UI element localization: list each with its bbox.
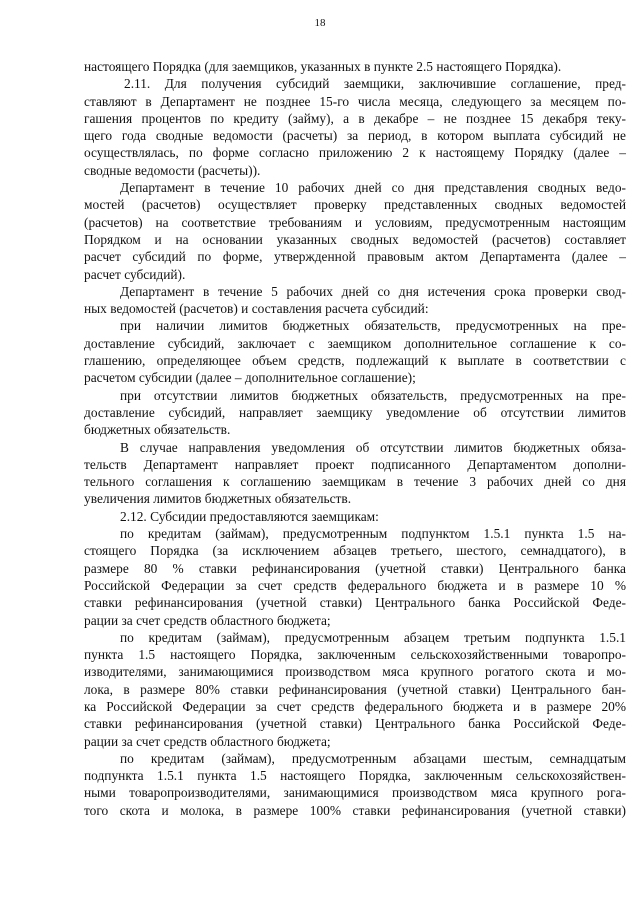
text-line: рации за счет средств областного бюджета;	[84, 612, 331, 628]
text-line: ставки рефинансирования (учетной ставки) Центрального банка Российской Феде-	[84, 595, 626, 611]
text-line: Департамент в течение 5 рабочих дней со дня истечения срока проверки свод-	[120, 283, 626, 299]
text-line: ка Российской Федерации за счет средств федерального бюджета и в размере 20%	[84, 698, 626, 714]
text-line: щего года сводные ведомости (расчеты) за период, в котором выплата субсидий не	[84, 128, 626, 144]
text-line: по кредитам (займам), предусмотренным абзацем третьим подпункта 1.5.1	[120, 629, 626, 645]
text-line: при наличии лимитов бюджетных обязательств, предусмотренных на пре-	[120, 318, 626, 334]
text-line: по кредитам (займам), предусмотренным подпунктом 1.5.1 пункта 1.5 на-	[120, 526, 626, 542]
text-line: 2.12. Субсидии предоставляются заемщикам:	[120, 508, 379, 524]
text-line: лока, в размере 80% ставки рефинансирования (учетной ставки) Центрального бан-	[84, 681, 626, 697]
text-line: расчетом субсидии (далее – дополнительное соглашение);	[84, 370, 416, 386]
text-line: при отсутствии лимитов бюджетных обязательств, предусмотренных на пре-	[120, 387, 626, 403]
text-line: пункта 1.5 настоящего Порядка, заключенным сельскохозяйственными товаропро-	[84, 647, 626, 663]
text-line: тельного соглашения к соглашению заемщикам в течение 3 рабочих дней со дня	[84, 474, 626, 490]
text-line: осуществлялась, по форме согласно приложению 2 к настоящему Порядку (далее –	[84, 145, 626, 161]
text-line: гашения процентов по кредиту (займу), а в декабре – не позднее 15 декабря теку-	[84, 110, 626, 126]
text-line: 2.11. Для получения субсидий заемщики, заключившие соглашение, пред-	[124, 76, 626, 92]
text-line: мостей (расчетов) осуществляет проверку представленных сводных ведомостей	[84, 197, 626, 213]
text-line: доставление субсидий, направляет заемщику уведомление об отсутствии лимитов	[84, 404, 626, 420]
text-line: расчет субсидий).	[84, 266, 186, 282]
text-line: подпункта 1.5.1 пункта 1.5 настоящего Порядка, заключенным сельскохозяйствен-	[84, 768, 626, 784]
text-line: глашению, определяющее объем средств, подлежащий к выплате в соответствии с	[84, 353, 626, 369]
text-line: ными товаропроизводителями, занимающимися производством мяса крупного рога-	[84, 785, 626, 801]
text-line: Российской Федерации за счет средств федерального бюджета и в размере 10 %	[84, 577, 626, 593]
text-line: В случае направления уведомления об отсутствии лимитов бюджетных обяза-	[120, 439, 626, 455]
text-line: размере 80 % ставки рефинансирования (учетной ставки) Центрального банка	[84, 560, 626, 576]
text-line: по кредитам (займам), предусмотренным абзацами шестым, семнадцатым	[120, 750, 626, 766]
text-line: ставки рефинансирования (учетной ставки) Центрального банка Российской Феде-	[84, 716, 626, 732]
text-line: того скота и молока, в размере 100% ставки рефинансирования (учетной ставки)	[84, 802, 626, 818]
text-line: тельств Департамент направляет проект подписанного Департаментом дополни-	[84, 456, 626, 472]
text-line: (расчетов) на соответствие требованиям и условиям, предусмотренным настоящим	[84, 214, 626, 230]
text-line: стоящего Порядка (за исключением абзацев третьего, шестого, семнадцатого), в	[84, 543, 626, 559]
text-line: доставление субсидий, заключает с заемщиком дополнительное соглашение к со-	[84, 335, 626, 351]
text-line: увеличения лимитов бюджетных обязательств.	[84, 491, 352, 507]
text-line: ставляют в Департамент не позднее 15-го числа месяца, следующего за месяцем по-	[84, 93, 626, 109]
text-line: расчет субсидий по форме, утвержденной правовым актом Департамента (далее –	[84, 249, 626, 265]
text-line: настоящего Порядка (для заемщиков, указанных в пункте 2.5 настоящего Порядка).	[84, 59, 562, 74]
text-line: рации за счет средств областного бюджета;	[84, 733, 331, 749]
text-line: бюджетных обязательств.	[84, 422, 231, 438]
text-line: изводителями, занимающимися производством мяса крупного рогатого скота и мо-	[84, 664, 626, 680]
document-body	[84, 58, 626, 819]
page-number: 18	[314, 17, 326, 29]
text-line: сводные ведомости (расчеты)).	[84, 162, 261, 178]
text-line: ных ведомостей (расчетов) и составления расчета субсидий:	[84, 301, 429, 317]
text-line: Департамент в течение 10 рабочих дней со дня представления сводных ведо-	[120, 180, 626, 196]
text-line: Порядком и на основании указанных сводных ведомостей (расчетов) составляет	[84, 231, 626, 247]
